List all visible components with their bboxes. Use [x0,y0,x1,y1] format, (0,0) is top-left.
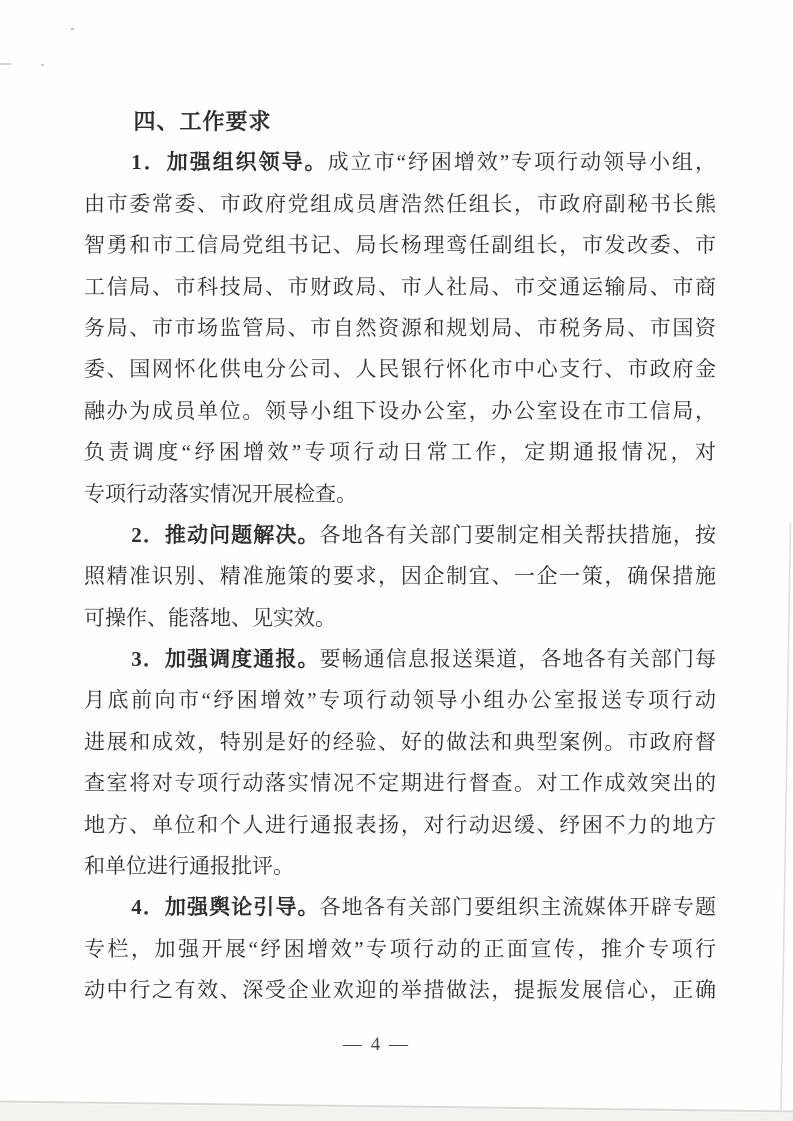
page-bottom-edge-line [0,1102,793,1112]
scanner-background-strip [0,1103,793,1121]
body-line [84,391,716,432]
line-text: 照精准识别、精准施策的要求，因企制宜、一企一策，确保措施 [84,564,716,589]
line-text: 进展和成效，特别是好的经验、好的做法和典型案例。市政府督 [84,729,716,754]
line-text: 工信局、市科技局、市财政局、市人社局、市交通运输局、市商 [84,274,716,299]
paragraph-lead: 2．推动问题解决。 [131,522,320,547]
paragraph-lead: 4．加强舆论引导。 [131,895,320,920]
body-line [84,598,716,639]
scan-dash-artifact [0,63,11,65]
body-line [84,680,716,721]
section-heading-text: 四、工作要求 [133,109,272,134]
body-line [84,267,716,308]
line-text: 委、国网怀化供电分公司、人民银行怀化市中心支行、市政府金 [84,357,716,382]
line-text: 负责调度“纾困增效”专项行动日常工作，定期通报情况，对 [84,440,716,465]
scan-speck [71,28,74,30]
section-heading [84,101,716,142]
line-text: 成立市“纾困增效”专项行动领导小组， [327,150,717,175]
paragraph-lead: 1．加强组织领导。 [131,150,328,175]
body-line [84,474,716,515]
line-text: 务局、市市场监管局、市自然资源和规划局、市税务局、市国资 [84,315,716,340]
body-line [84,805,716,846]
line-text: 专项行动落实情况开展检查。 [84,481,357,506]
body-line [84,846,716,887]
line-text: 可操作、能落地、见实效。 [84,605,336,630]
body-line [84,887,716,928]
body-line [84,184,716,225]
body-line [84,639,716,680]
page-right-edge-line [781,523,791,1111]
line-text: 和单位进行通报批评。 [84,854,294,879]
body-line [84,722,716,763]
body-line [84,432,716,473]
page-number: — 4 — [343,1034,410,1055]
body-line [84,349,716,390]
document-body [84,101,716,1012]
line-text: 各地各有关部门要组织主流媒体开辟专题 [319,895,717,920]
line-text: 月底前向市“纾困增效”专项行动领导小组办公室报送专项行动 [84,688,716,713]
body-line [84,225,716,266]
line-text: 动中行之有效、深受企业欢迎的举措做法，提振发展信心，正确 [84,978,716,1003]
body-line [84,970,716,1011]
line-text: 地方、单位和个人进行通报表扬，对行动迟缓、纾困不力的地方 [84,812,716,837]
line-text: 由市委常委、市政府党组成员唐浩然任组长，市政府副秘书长熊 [84,191,716,216]
line-text: 要畅通信息报送渠道，各地各有关部门每 [319,647,717,672]
line-text: 查室将对专项行动落实情况不定期进行督查。对工作成效突出的 [84,771,716,796]
body-line [84,556,716,597]
body-line [84,515,716,556]
body-line [84,929,716,970]
line-text: 专栏，加强开展“纾困增效”专项行动的正面宣传，推介专项行 [84,936,716,961]
scan-speck [41,64,44,66]
line-text: 各地各有关部门要制定相关帮扶措施，按 [319,522,717,547]
line-text: 智勇和市工信局党组书记、局长杨理鸾任副组长，市发改委、市 [84,233,716,258]
paragraph-lead: 3．加强调度通报。 [131,647,320,672]
line-text: 融办为成员单位。领导小组下设办公室，办公室设在市工信局， [84,398,716,423]
body-line [84,763,716,804]
body-line [84,142,716,183]
body-line [84,308,716,349]
